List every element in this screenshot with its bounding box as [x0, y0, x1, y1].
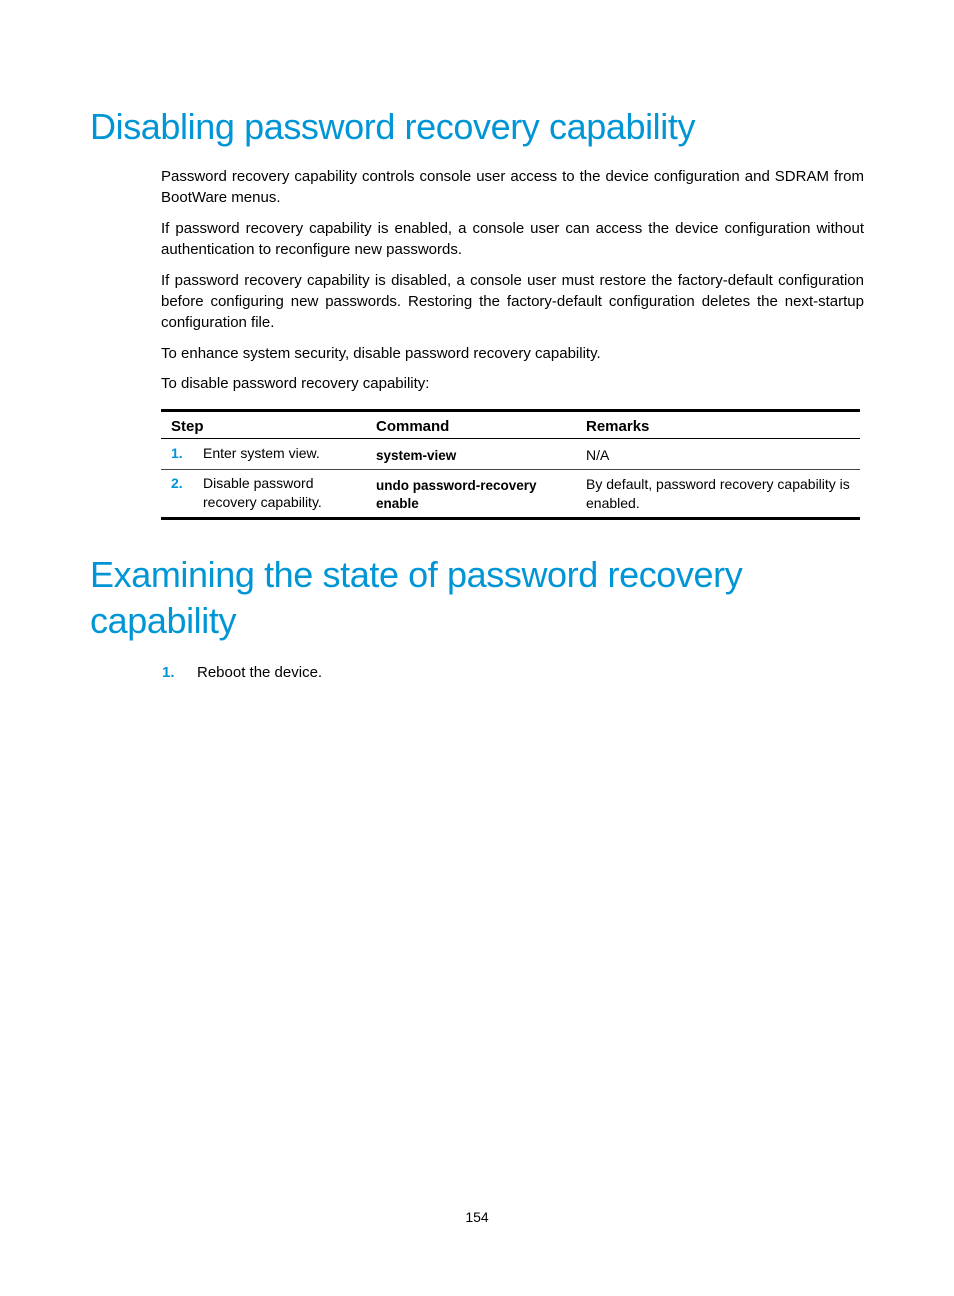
step-description: Enter system view. [203, 445, 320, 461]
step-number: 2. [171, 475, 183, 491]
paragraph-enabled: If password recovery capability is enabled, a console user can access the device configuration without authentication to reconfigure new passwords. [161, 220, 864, 258]
step-description: Disable password recovery capability. [203, 475, 322, 510]
remarks-text: By default, password recovery capability is enabled. [586, 476, 850, 511]
step-text: Reboot the device. [197, 664, 323, 681]
paragraph-security: To enhance system security, disable password recovery capability. [161, 345, 601, 362]
table-row-divider [161, 469, 860, 470]
section-heading-disabling: Disabling password recovery capability [90, 106, 696, 147]
paragraph-disabled: If password recovery capability is disabled, a console user must restore the factory-default configuration before configuring new passwords. Restoring the factory-default configuration deletes the next-startup configuration file. [161, 272, 864, 331]
table-bottom-rule [161, 517, 860, 520]
paragraph-intro: Password recovery capability controls console user access to the device configuration and SDRAM from BootWare menus. [161, 168, 864, 206]
page-number: 154 [465, 1209, 489, 1225]
table-header-command: Command [376, 418, 450, 435]
remarks-text: N/A [586, 447, 610, 463]
table-header-rule [161, 438, 860, 439]
table-top-rule [161, 409, 860, 412]
paragraph-procedure-lead: To disable password recovery capability: [161, 375, 430, 392]
table-header-remarks: Remarks [586, 418, 650, 435]
section-heading-examining: Examining the state of password recovery capability [90, 554, 743, 641]
step-number: 1. [162, 664, 175, 681]
command-text: system-view [376, 448, 457, 463]
table-header-step: Step [171, 418, 204, 435]
step-number: 1. [171, 445, 183, 461]
command-text: undo password-recovery enable [376, 478, 537, 511]
